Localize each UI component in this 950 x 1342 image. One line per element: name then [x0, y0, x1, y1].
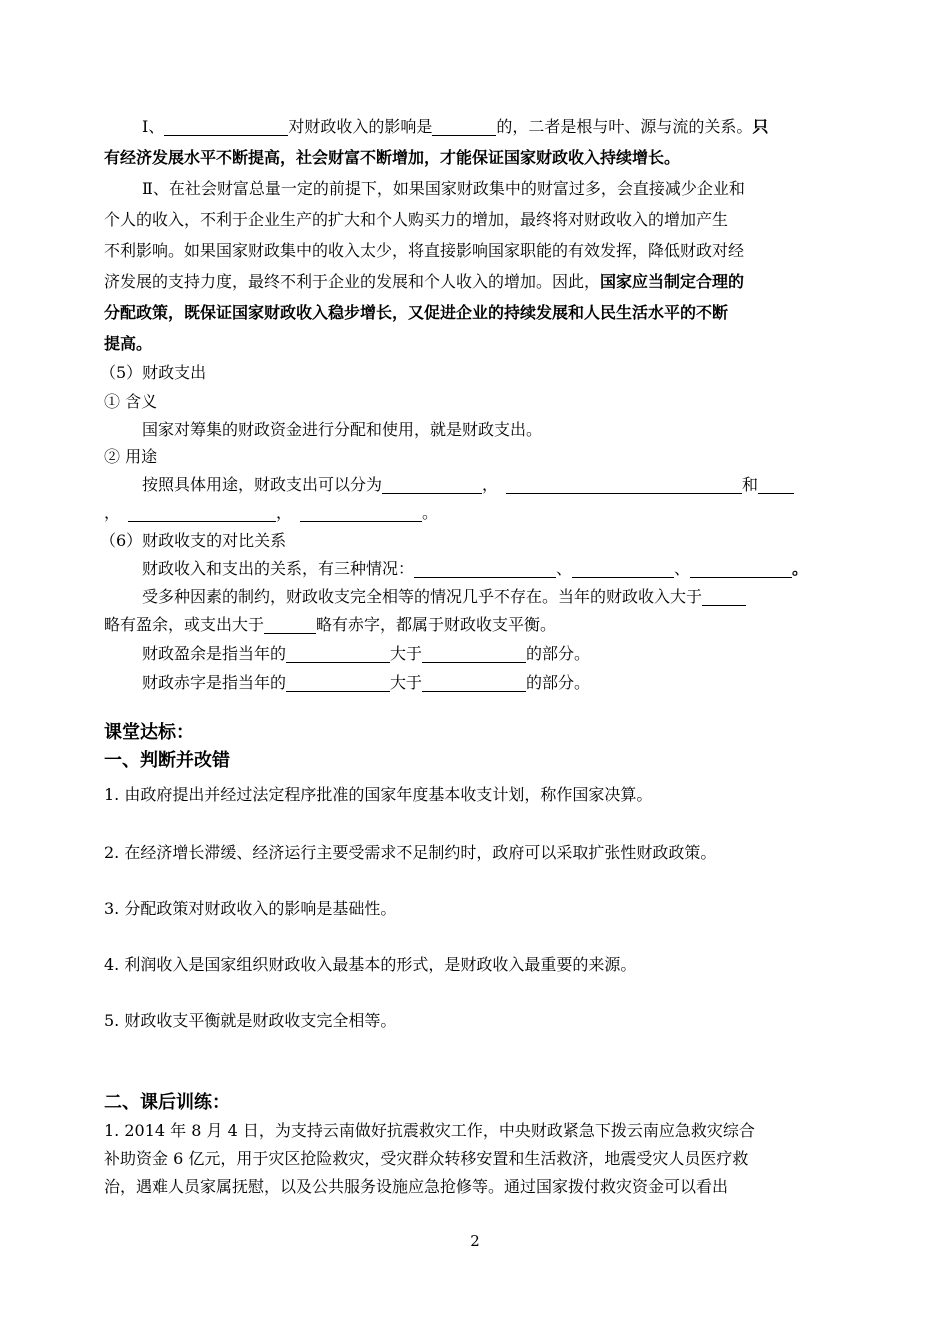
bold-line: 分配政策，既保证国家财政收入稳步增长，又促进企业的持续发展和人民生活水平的不断: [104, 303, 729, 322]
list-item: 3. 分配政策对财政收入的影响是基础性。: [104, 899, 397, 918]
bold-line: 有经济发展水平不断提高，社会财富不断增加，才能保证国家财政收入持续增长。: [104, 148, 681, 167]
fill-blank[interactable]: [414, 559, 556, 578]
section-heading: 一、判断并改错: [104, 750, 230, 771]
fill-blank[interactable]: [432, 117, 496, 136]
paragraph-line: [142, 582, 746, 612]
fill-blank[interactable]: [690, 559, 792, 578]
subheading: （6）财政收支的对比关系: [100, 531, 287, 550]
section-heading: 课堂达标：: [104, 722, 194, 743]
text: 的部分。: [526, 673, 591, 692]
text: 、: [556, 559, 573, 578]
paragraph-line: 补助资金 6 亿元，用于灾区抢险救灾，受灾群众转移安置和生活救济，地震受灾人员医疗救: [104, 1149, 749, 1168]
fill-blank[interactable]: [286, 644, 390, 663]
bold-line: 提高。: [104, 334, 153, 353]
fill-blank[interactable]: [382, 475, 482, 494]
fill-blank[interactable]: [300, 503, 422, 522]
section-heading: 二、课后训练：: [104, 1092, 230, 1113]
paragraph-line: 国家对筹集的财政资金进行分配和使用，就是财政支出。: [142, 420, 543, 439]
text: 对财政收入的影响是: [288, 117, 433, 136]
fill-blank[interactable]: [572, 559, 674, 578]
paragraph-line: 个人的收入，不利于企业生产的扩大和个人购买力的增加，最终将对财政收入的增加产生: [104, 210, 729, 229]
paragraph-line: 治，遇难人员家属抚慰，以及公共服务设施应急抢修等。通过国家拨付救灾资金可以看出: [104, 1177, 729, 1196]
text: 大于: [390, 644, 423, 663]
subheading: （5）财政支出: [100, 363, 207, 382]
paragraph-line: Ⅱ、在社会财富总量一定的前提下，如果国家财政集中的财富过多，会直接减少企业和: [142, 179, 745, 198]
text: ，: [104, 503, 121, 522]
paragraph-line: [142, 668, 590, 698]
fill-blank[interactable]: [758, 475, 794, 494]
fill-blank[interactable]: [128, 503, 276, 522]
text: 的，二者是根与叶、源与流的关系。: [496, 117, 753, 136]
paragraph-line: [142, 470, 794, 500]
text: 。: [422, 503, 439, 522]
text: 按照具体用途，财政支出可以分为: [142, 475, 383, 494]
paragraph-line: 不利影响。如果国家财政集中的收入太少，将直接影响国家职能的有效发挥，降低财政对经: [104, 241, 745, 260]
paragraph-line: 1. 2014 年 8 月 4 日，为支持云南做好抗震救灾工作，中央财政紧急下拨云南应急救灾综合: [104, 1121, 755, 1140]
list-item: 5. 财政收支平衡就是财政收支完全相等。: [104, 1011, 397, 1030]
fill-blank[interactable]: [264, 615, 316, 634]
text: 济发展的支持力度，最终不利于企业的发展和个人收入的增加。因此，: [104, 272, 601, 291]
fill-blank[interactable]: [422, 644, 526, 663]
list-item: 4. 利润收入是国家组织财政收入最基本的形式，是财政收入最重要的来源。: [104, 955, 637, 974]
text: 和: [742, 475, 759, 494]
fill-blank[interactable]: [422, 673, 526, 692]
text: 略有盈余，或支出大于: [104, 615, 265, 634]
paragraph-line: [104, 610, 556, 640]
fill-blank[interactable]: [164, 117, 288, 136]
list-item: 2. 在经济增长滞缓、经济运行主要受需求不足制约时，政府可以采取扩张性财政政策。: [104, 843, 717, 862]
text: 、: [674, 559, 691, 578]
text: 财政收入和支出的关系，有三种情况：: [142, 559, 415, 578]
page-number: 2: [470, 1232, 480, 1250]
text: 略有赤字，都属于财政收支平衡。: [316, 615, 557, 634]
paragraph-line: [104, 498, 438, 528]
paragraph-line: [142, 554, 808, 584]
text: ，: [276, 503, 293, 522]
text: 的部分。: [526, 644, 591, 663]
text: 大于: [390, 673, 423, 692]
text: Ⅰ、: [142, 117, 165, 136]
subheading: ② 用途: [104, 447, 158, 466]
paragraph-line: [142, 639, 590, 669]
text: ，: [482, 475, 499, 494]
fill-blank[interactable]: [286, 673, 390, 692]
paragraph-line: [104, 267, 744, 297]
bold-text: 国家应当制定合理的: [600, 272, 745, 291]
fill-blank[interactable]: [702, 587, 746, 606]
text: 。: [792, 559, 809, 578]
text: 财政赤字是指当年的: [142, 673, 287, 692]
paragraph-line: [142, 112, 768, 142]
subheading: ① 含义: [104, 392, 158, 411]
fill-blank[interactable]: [506, 475, 742, 494]
text: 财政盈余是指当年的: [142, 644, 287, 663]
bold-text: 只: [752, 117, 769, 136]
text: 受多种因素的制约，财政收支完全相等的情况几乎不存在。当年的财政收入大于: [142, 587, 703, 606]
list-item: 1. 由政府提出并经过法定程序批准的国家年度基本收支计划，称作国家决算。: [104, 785, 653, 804]
